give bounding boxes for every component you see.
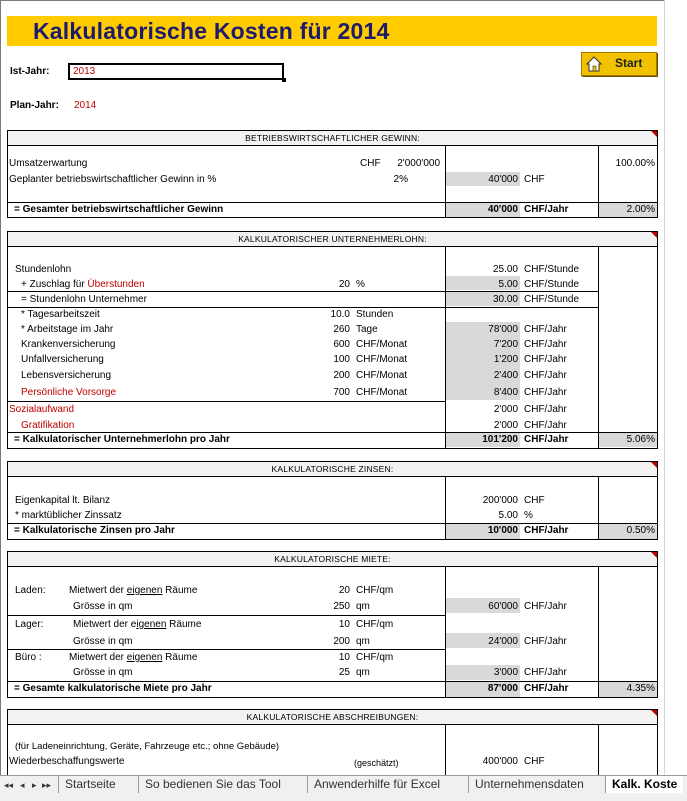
tab-startseite[interactable]: Startseite	[58, 776, 122, 793]
zuschlag-unit: CHF/Stunde	[524, 279, 580, 290]
laden-mietwert-label: Mietwert der eigenen Räume	[69, 585, 198, 596]
stundenlohn-unternehmer-unit: CHF/Stunde	[524, 294, 580, 305]
miete-total-unit: CHF/Jahr	[524, 683, 569, 694]
unfall-yearly-unit: CHF/Jahr	[524, 354, 567, 365]
buero-total: 3'000	[493, 667, 518, 678]
gewinn-label: Geplanter betriebswirtschaftlicher Gewinn in %	[9, 174, 217, 185]
wiederbeschaffung-note: (geschätzt)	[354, 758, 399, 768]
kranken-yearly-unit: CHF/Jahr	[524, 339, 567, 350]
umsatz-pct: 100.00%	[615, 158, 655, 169]
arbeitstage-unit: Tage	[356, 324, 378, 335]
leben-monthly-unit: CHF/Monat	[356, 370, 408, 381]
vorsorge-yearly: 8'400	[493, 387, 518, 398]
laden-groesse-value[interactable]: 250	[333, 601, 350, 612]
vorsorge-monthly[interactable]: 700	[333, 387, 350, 398]
umsatz-cur: CHF	[360, 158, 381, 169]
stundenlohn-value[interactable]: 25.00	[492, 264, 518, 275]
buero-groesse-unit: qm	[356, 667, 370, 678]
tab-so-bedienen[interactable]: So bedienen Sie das Tool	[138, 776, 287, 793]
arbeitstage-total: 78'000	[488, 324, 518, 335]
ist-jahr-label: Ist-Jahr:	[10, 66, 50, 77]
sheet-tab-bar	[0, 775, 687, 801]
zinsen-total-label: = Kalkulatorische Zinsen pro Jahr	[14, 525, 175, 536]
stundenlohn-unternehmer-label: = Stundenlohn Unternehmer	[21, 294, 147, 305]
buero-groesse-value[interactable]: 25	[338, 667, 350, 678]
zinssatz-label: * marktüblicher Zinssatz	[15, 510, 122, 521]
laden-mietwert-value[interactable]: 20	[338, 585, 350, 596]
zuschlag-value: 5.00	[498, 279, 518, 290]
lager-mietwert-value[interactable]: 10	[338, 619, 350, 630]
laden-total-unit: CHF/Jahr	[524, 601, 567, 612]
tab-kalk-kosten[interactable]: Kalk. Koste	[605, 776, 683, 793]
comment-marker	[651, 462, 657, 468]
comment-marker	[651, 131, 657, 137]
plan-jahr-value: 2014	[74, 100, 97, 111]
unternehmerlohn-total-value: 101'200	[482, 434, 518, 445]
buero-total-unit: CHF/Jahr	[524, 667, 567, 678]
eigenkapital-label: Eigenkapital lt. Bilanz	[15, 495, 111, 506]
gewinn-total-pct: 2.00%	[626, 204, 655, 215]
gratifikation-label: Gratifikation	[21, 420, 75, 431]
section-abschreibungen-title: KALKULATORISCHE ABSCHREIBUNGEN:	[8, 710, 657, 725]
sozialaufwand-unit: CHF/Jahr	[524, 404, 567, 415]
page-title: Kalkulatorische Kosten für 2014	[33, 18, 390, 44]
leben-monthly[interactable]: 200	[333, 370, 350, 381]
unternehmerlohn-total-label: = Kalkulatorischer Unternehmerlohn pro Jahr	[14, 434, 230, 445]
kranken-yearly: 7'200	[493, 339, 518, 350]
unfall-yearly: 1'200	[493, 354, 518, 365]
sozialaufwand-value[interactable]: 2'000	[493, 404, 518, 415]
miete-total-label: = Gesamte kalkulatorische Miete pro Jahr	[14, 683, 212, 694]
gewinn-value: 40'000	[488, 174, 518, 185]
gratifikation-unit: CHF/Jahr	[524, 420, 567, 431]
miete-total-value: 87'000	[487, 683, 518, 694]
lager-mietwert-label: Mietwert der eigenen Räume	[73, 619, 202, 630]
lager-mietwert-unit: CHF/qm	[356, 619, 394, 630]
kranken-monthly[interactable]: 600	[333, 339, 350, 350]
lager-label: Lager:	[15, 619, 44, 630]
ist-jahr-input[interactable]: 2013	[68, 63, 284, 80]
umsatz-value[interactable]: 2'000'000	[397, 158, 440, 169]
comment-marker	[651, 552, 657, 558]
abschreibungen-note: (für Ladeneinrichtung, Geräte, Fahrzeuge etc.; ohne Gebäude)	[15, 741, 280, 752]
prev-sheet-nav-icon[interactable]: ◂	[20, 780, 25, 790]
section-gewinn	[7, 130, 658, 218]
section-unternehmerlohn-title: KALKULATORISCHER UNTERNEHMERLOHN:	[8, 232, 657, 247]
unternehmerlohn-total-unit: CHF/Jahr	[524, 434, 569, 445]
zinssatz-value[interactable]: 5.00	[498, 510, 518, 521]
home-icon	[586, 56, 602, 72]
eigenkapital-value[interactable]: 200'000	[482, 495, 518, 506]
wiederbeschaffung-unit: CHF	[524, 756, 545, 767]
comment-marker	[651, 232, 657, 238]
gewinn-pct-input[interactable]: 2%	[393, 174, 408, 185]
zuschlag-label: + Zuschlag für Überstunden	[21, 279, 145, 290]
arbeitstage-value[interactable]: 260	[333, 324, 350, 335]
next-sheet-nav-icon[interactable]: ▸	[32, 780, 37, 790]
vorsorge-yearly-unit: CHF/Jahr	[524, 387, 567, 398]
zinsen-total-pct: 0.50%	[626, 525, 655, 536]
buero-label: Büro :	[15, 652, 42, 663]
last-sheet-nav-icon[interactable]: ▸▸	[42, 780, 52, 790]
arbeitstage-total-unit: CHF/Jahr	[524, 324, 567, 335]
lager-groesse-unit: qm	[356, 636, 370, 647]
plan-jahr-label: Plan-Jahr:	[10, 100, 59, 111]
zinsen-total-value: 10'000	[487, 525, 518, 536]
laden-groesse-label: Grösse in qm	[73, 601, 133, 612]
buero-mietwert-unit: CHF/qm	[356, 652, 394, 663]
laden-mietwert-unit: CHF/qm	[356, 585, 394, 596]
section-zinsen-title: KALKULATORISCHE ZINSEN:	[8, 462, 657, 477]
miete-total-pct: 4.35%	[626, 683, 655, 694]
laden-groesse-unit: qm	[356, 601, 370, 612]
stundenlohn-label: Stundenlohn	[15, 264, 72, 275]
buero-groesse-label: Grösse in qm	[73, 667, 133, 678]
gratifikation-value[interactable]: 2'000	[493, 420, 518, 431]
section-miete	[7, 551, 658, 698]
stundenlohn-unit: CHF/Stunde	[524, 264, 580, 275]
umsatz-label: Umsatzerwartung	[9, 158, 88, 169]
leben-yearly-unit: CHF/Jahr	[524, 370, 567, 381]
lager-total-unit: CHF/Jahr	[524, 636, 567, 647]
vorsorge-monthly-unit: CHF/Monat	[356, 387, 408, 398]
title-banner	[7, 16, 657, 46]
leben-yearly: 2'400	[493, 370, 518, 381]
zinsen-total-unit: CHF/Jahr	[524, 525, 569, 536]
tagesarbeitszeit-label: * Tagesarbeitszeit	[21, 309, 100, 320]
unfall-label: Unfallversicherung	[21, 354, 104, 365]
wiederbeschaffung-label: Wiederbeschaffungswerte	[9, 756, 125, 767]
start-button[interactable]	[581, 52, 657, 76]
vertical-scrollbar[interactable]	[664, 0, 687, 775]
gewinn-total-value: 40'000	[487, 204, 518, 215]
section-abschreibungen	[7, 709, 658, 776]
arbeitstage-label: * Arbeitstage im Jahr	[21, 324, 114, 335]
laden-total: 60'000	[488, 601, 518, 612]
gewinn-unit: CHF	[524, 174, 545, 185]
zinssatz-unit: %	[524, 510, 533, 521]
leben-label: Lebensversicherung	[21, 370, 112, 381]
laden-label: Laden:	[15, 585, 46, 596]
unfall-monthly[interactable]: 100	[333, 354, 350, 365]
kranken-label: Krankenversicherung	[21, 339, 116, 350]
kranken-monthly-unit: CHF/Monat	[356, 339, 408, 350]
wiederbeschaffung-value[interactable]: 400'000	[482, 756, 518, 767]
first-sheet-nav-icon[interactable]: ◂◂	[4, 780, 14, 790]
section-unternehmerlohn	[7, 231, 658, 449]
section-miete-title: KALKULATORISCHE MIETE:	[8, 552, 657, 567]
zuschlag-pct[interactable]: 20	[338, 279, 350, 290]
sozialaufwand-label: Sozialaufwand	[9, 404, 75, 415]
lager-groesse-value[interactable]: 200	[333, 636, 350, 647]
unternehmerlohn-total-pct: 5.06%	[626, 434, 655, 445]
zuschlag-pct-unit: %	[356, 279, 365, 290]
start-button-label: Start	[615, 56, 643, 70]
unfall-monthly-unit: CHF/Monat	[356, 354, 408, 365]
section-gewinn-title: BETRIEBSWIRTSCHAFTLICHER GEWINN:	[8, 131, 657, 146]
lager-total: 24'000	[488, 636, 518, 647]
vorsorge-label: Persönliche Vorsorge	[21, 387, 117, 398]
gewinn-total-unit: CHF/Jahr	[524, 204, 569, 215]
tab-unternehmensdaten[interactable]: Unternehmensdaten	[468, 776, 590, 793]
buero-mietwert-label: Mietwert der eigenen Räume	[69, 652, 198, 663]
tagesarbeitszeit-unit: Stunden	[356, 309, 394, 320]
section-zinsen	[7, 461, 658, 540]
eigenkapital-unit: CHF	[524, 495, 545, 506]
comment-marker	[651, 710, 657, 716]
tagesarbeitszeit-value[interactable]: 10.0	[330, 309, 350, 320]
stundenlohn-unternehmer-value: 30.00	[492, 294, 518, 305]
tab-anwenderhilfe[interactable]: Anwenderhilfe für Excel	[307, 776, 446, 793]
gewinn-total-label: = Gesamter betriebswirtschaftlicher Gewinn	[14, 204, 224, 215]
buero-mietwert-value[interactable]: 10	[338, 652, 350, 663]
lager-groesse-label: Grösse in qm	[73, 636, 133, 647]
